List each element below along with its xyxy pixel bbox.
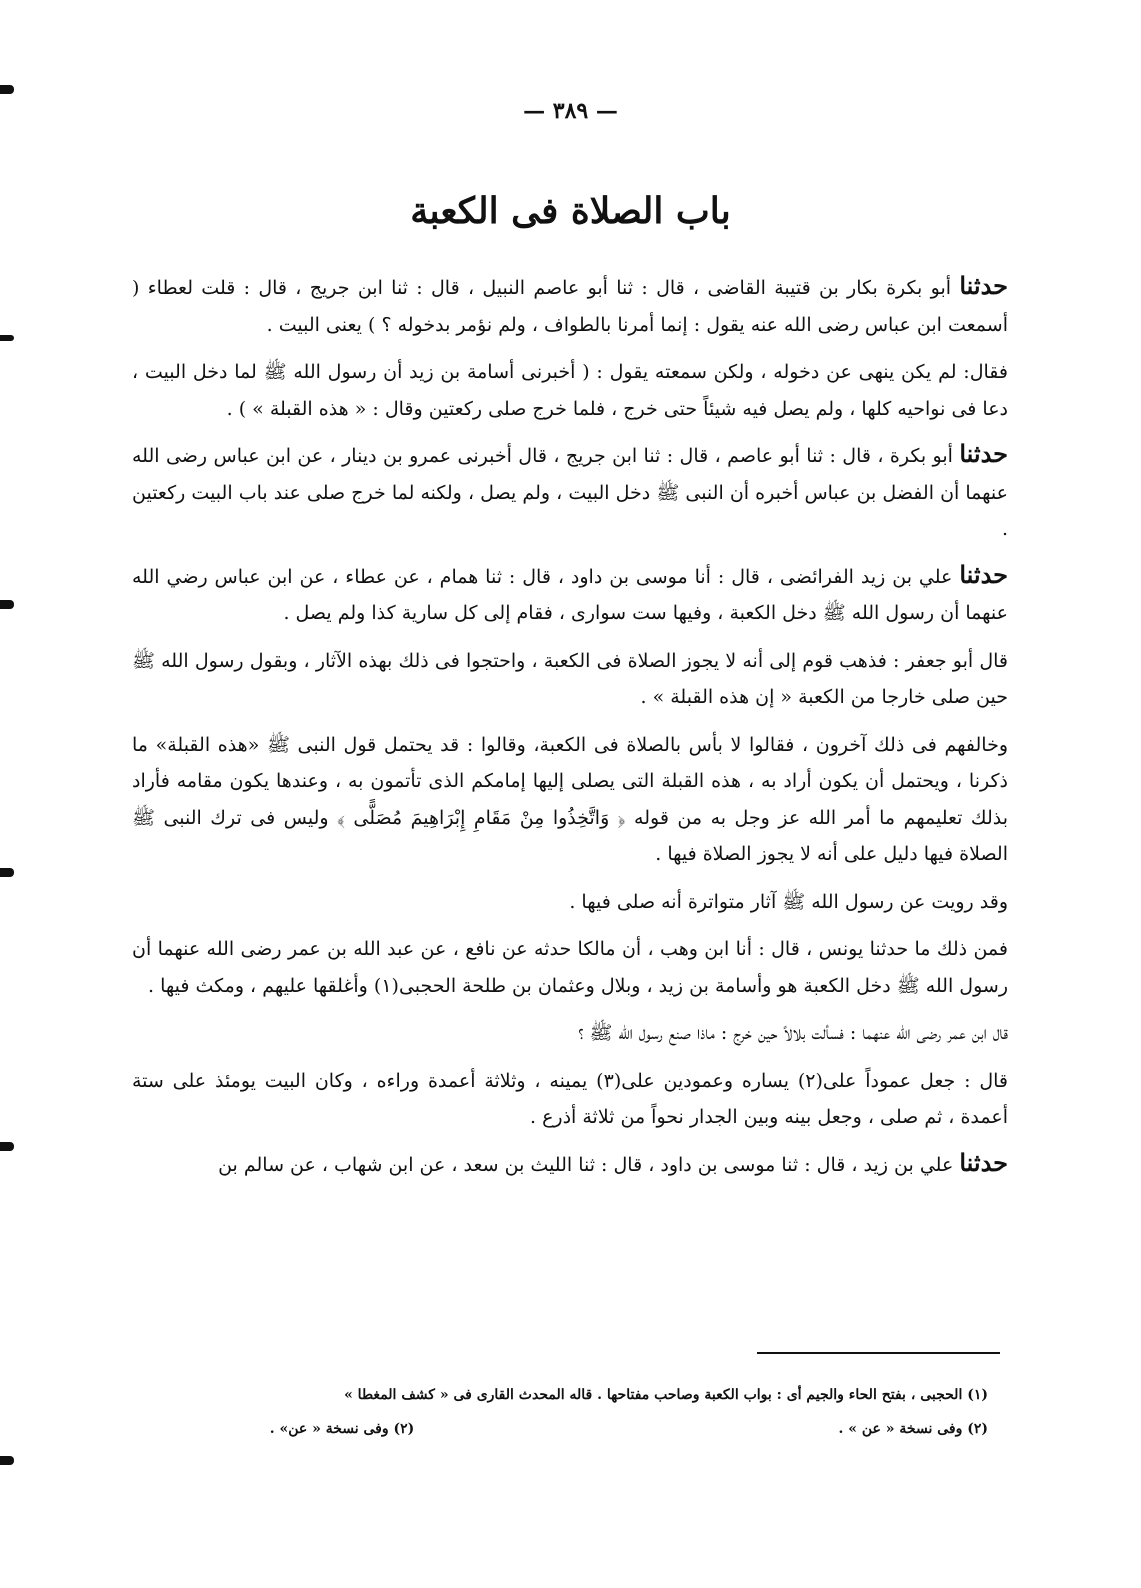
body-text (132, 268, 1008, 1192)
paragraph-lead: حدثنا (959, 439, 1008, 468)
paragraph (132, 268, 1008, 343)
paragraph (132, 641, 1008, 716)
paragraph-text: أبو بكرة بكار بن قتيبة القاضى ، قال : ثنا أبو عاصم النبيل ، قال : ثنا ابن جريج ، قال : قلت لعطاء ( أسمعت ابن عباس رضى الله عنه يقول : إنما أمرنا بالطواف ، ولم نؤمر بدخوله ؟ ) يعنى البيت . (132, 277, 1008, 336)
footnote-2: (٢) وفى نسخة « عن » . (838, 1421, 988, 1437)
scan-edge-mark (0, 1456, 14, 1465)
paragraph-lead: حدثنا (959, 271, 1008, 300)
paragraph (132, 557, 1008, 632)
chapter-title: باب الصلاة فى الكعبة (410, 190, 731, 232)
paragraph (132, 929, 1008, 1004)
paragraph (132, 725, 1008, 873)
paragraph-lead: حدثنا (959, 559, 1008, 589)
footnote-row (132, 1378, 988, 1412)
paragraph (132, 352, 1008, 427)
paragraph-text: فقال: لم يكن ينهى عن دخوله ، ولكن سمعته يقول : ( أخبرنى أسامة بن زيد أن رسول الله ﷺ لما دخل البيت ، دعا فى نواحيه كلها ، ولم يصل فيه شيئاً حتى خرج ، فلما خرج صلى ركعتين وقال : « هذه القبلة » ) . (132, 361, 1008, 420)
footnote-1: (١) الحجبى ، بفتح الحاء والجيم أى : بواب الكعبة وصاحب مفتاحها . قاله المحدث القارى فى « كشف المغطا » (344, 1387, 988, 1403)
paragraph-text: وخالفهم فى ذلك آخرون ، فقالوا لا بأس بالصلاة فى الكعبة، وقالوا : قد يحتمل قول النبى ﷺ «هذه القبلة» ما ذكرنا ، ويحتمل أن يكون أراد به ، هذه القبلة التى يصلى إليها إمامكم الذى تأتمون به ، وعندها يكون مقامه فأراد بذلك تعليمهم ما أمر الله عز وجل به من قوله ﴿ وَاتَّخِذُوا مِنْ مَقَامِ إِبْرَاهِيمَ مُصَلًّى ﴾ وليس فى ترك النبى ﷺ الصلاة فيها دليل على أنه لا يجوز الصلاة فيها . (132, 733, 1008, 865)
paragraph-text: وقد رويت عن رسول الله ﷺ آثار متواترة أنه صلى فيها . (569, 890, 1008, 913)
footnote-3: (٢) وفى نسخة « عن» . (269, 1421, 415, 1437)
paragraph (132, 1145, 1008, 1184)
paragraph-text: أبو بكرة ، قال : ثنا أبو عاصم ، قال : ثنا ابن جريج ، قال أخبرنى عمرو بن دينار ، عن ابن عباس رضى الله عنهما أن الفضل بن عباس أخبره أن النبى ﷺ دخل البيت ، ولم يصل ، ولكنه لما خرج صلى عند باب البيت ركعتين . (132, 445, 1008, 540)
paragraph-text: علي بن زيد الفرائضى ، قال : أنا موسى بن داود ، قال : ثنا همام ، عن عطاء ، عن ابن عباس رضي الله عنهما أن رسول الله ﷺ دخل الكعبة ، وفيها ست سوارى ، فقام إلى كل سارية كذا ولم يصل . (132, 565, 1008, 624)
scan-edge-mark (0, 868, 14, 877)
paragraph-text: علي بن زيد ، قال : ثنا موسى بن داود ، قال : ثنا الليث بن سعد ، عن ابن شهاب ، عن سالم بن (218, 1153, 960, 1176)
paragraph (132, 1061, 1008, 1136)
paragraph-text: قال أبو جعفر : فذهب قوم إلى أنه لا يجوز الصلاة فى الكعبة ، واحتجوا فى ذلك بهذه الآثار ، وبقول رسول الله ﷺ حين صلى خارجا من الكعبة « إن هذه القبلة » . (132, 649, 1008, 708)
paragraph-text: فمن ذلك ما حدثنا يونس ، قال : أنا ابن وهب ، أن مالكا حدثه عن نافع ، عن عبد الله بن عمر رضى الله عنهما أن رسول الله ﷺ دخل الكعبة هو وأسامة بن زيد ، وبلال وعثمان بن طلحة الحجبى(١) وأغلقها عليهم ، ومكث فيها . (132, 938, 1008, 997)
footnotes (132, 1378, 988, 1446)
paragraph (132, 436, 1008, 548)
paragraph (132, 1013, 1008, 1052)
scan-edge-mark (0, 85, 14, 94)
paragraph-text: قال ابن عمر رضى الله عنهما : فسألت بلالاً حين خرج : ماذا صنع رسول الله ﷺ ؟ (578, 1022, 1008, 1044)
footnote-divider (757, 1352, 1000, 1354)
paragraph-lead: حدثنا (959, 1147, 1008, 1177)
scan-edge-mark (0, 1142, 14, 1151)
scan-edge-mark (0, 335, 14, 341)
page-number: — ٣٨٩ — (523, 98, 618, 124)
paragraph-text: قال : جعل عموداً على(٢) يساره وعمودين على(٣) يمينه ، وثلاثة أعمدة وراءه ، وكان البيت يومئذ على ستة أعمدة ، ثم صلى ، وجعل بينه وبين الجدار نحواً من ثلاثة أذرع . (132, 1069, 1008, 1128)
footnote-row (132, 1412, 988, 1446)
scan-edge-mark (0, 600, 14, 609)
paragraph (132, 882, 1008, 921)
